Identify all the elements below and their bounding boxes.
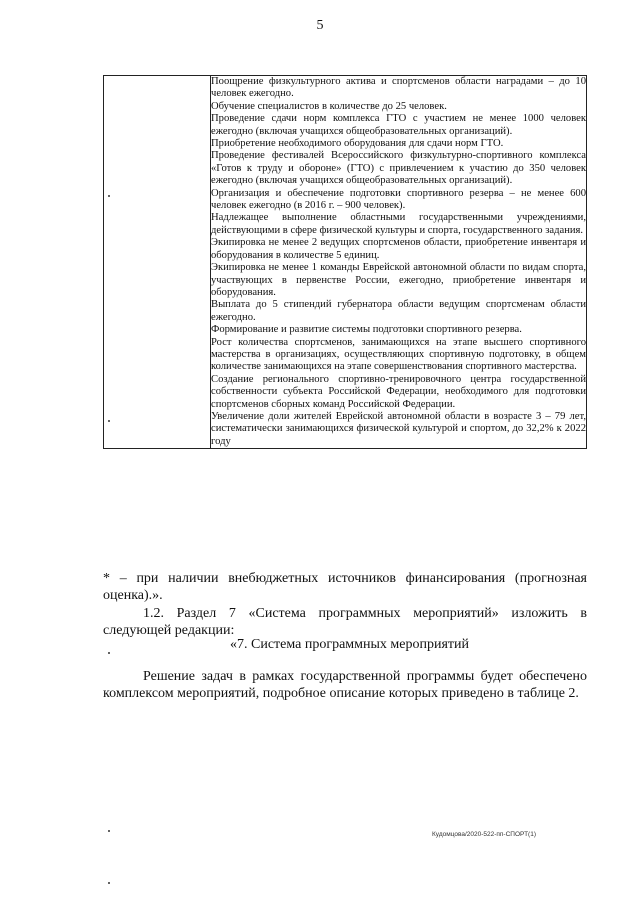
section-heading: «7. Система программных мероприятий	[230, 637, 470, 652]
table-right-cell	[211, 76, 587, 449]
goal-item: Экипировка не менее 1 команды Еврейской автономной области по видам спорта, участвующих в первенстве России, ежегодно, приобретение инвентаря и оборудования.	[211, 262, 586, 298]
goal-item: Выплата до 5 стипендий губернатора области ведущим спортсменам области ежегодно.	[211, 299, 586, 323]
goal-item: Надлежащее выполнение областными государственными учреждениями, действующими в сфере физической культуры и спорта, государственного задания.	[211, 212, 586, 236]
goal-item: Рост количества спортсменов, занимающихся на этапе высшего спортивного мастерства в организациях, осуществляющих спортивную подготовку, в общем количестве занимающихся на этапе совершенствования спортивного мастерства.	[211, 336, 586, 373]
footnote: * – при наличии внебюджетных источников финансирования (прогнозная оценка).».	[103, 571, 587, 603]
goal-item: Проведение фестивалей Всероссийского физкультурно-спортивного комплекса «Готов к труду и обороне» (ГТО) с привлечением к участию до 350 человек ежегодно (включая учащихся общеобразовательных организаций).	[211, 150, 586, 187]
page-number: 5	[316, 18, 324, 33]
goal-item: Создание регионального спортивно-тренировочного центра государственной собственности субъекта Российской Федерации, необходимого для подготовки спортсменов сборных команд Российской Федерации.	[211, 373, 586, 410]
scan-speck	[108, 420, 110, 422]
section-paragraph: 1.2. Раздел 7 «Система программных мероприятий» изложить в следующей редакции:	[103, 606, 587, 638]
goal-item: Экипировка не менее 2 ведущих спортсменов области, приобретение инвентаря и оборудования в количестве 5 единиц.	[211, 237, 586, 261]
scan-speck	[108, 195, 110, 197]
document-code: Кудомцова/2020-522-пп-СПОРТ(1)	[432, 831, 536, 838]
goal-item: Поощрение физкультурного актива и спортсменов области наградами – до 10 человек ежегодно.	[211, 76, 586, 100]
goal-item: Увеличение доли жителей Еврейской автономной области в возрасте 3 – 79 лет, систематически занимающихся физической культурой и спортом, до 32,2% к 2022 году	[211, 410, 586, 447]
goal-item: Приобретение необходимого оборудования для сдачи норм ГТО.	[211, 138, 504, 150]
scan-speck	[108, 830, 110, 832]
goals-table	[103, 75, 587, 449]
body-paragraph: Решение задач в рамках государственной программы будет обеспечено комплексом мероприятий, подробное описание которых приведено в таблице 2.	[103, 669, 587, 701]
table-left-cell	[104, 76, 211, 449]
goal-item: Обучение специалистов в количестве до 25 человек.	[211, 100, 447, 112]
goal-item: Формирование и развитие системы подготовки спортивного резерва.	[211, 324, 522, 336]
goal-item: Организация и обеспечение подготовки спортивного резерва – не менее 600 человек ежегодно (в 2016 г. – 900 человек).	[211, 187, 586, 212]
table-row	[104, 76, 587, 449]
scan-speck	[108, 652, 110, 654]
scan-speck	[108, 882, 110, 884]
goal-item: Проведение сдачи норм комплекса ГТО с участием не менее 1000 человек ежегодно (включая учащихся общеобразовательных организаций).	[211, 113, 586, 137]
